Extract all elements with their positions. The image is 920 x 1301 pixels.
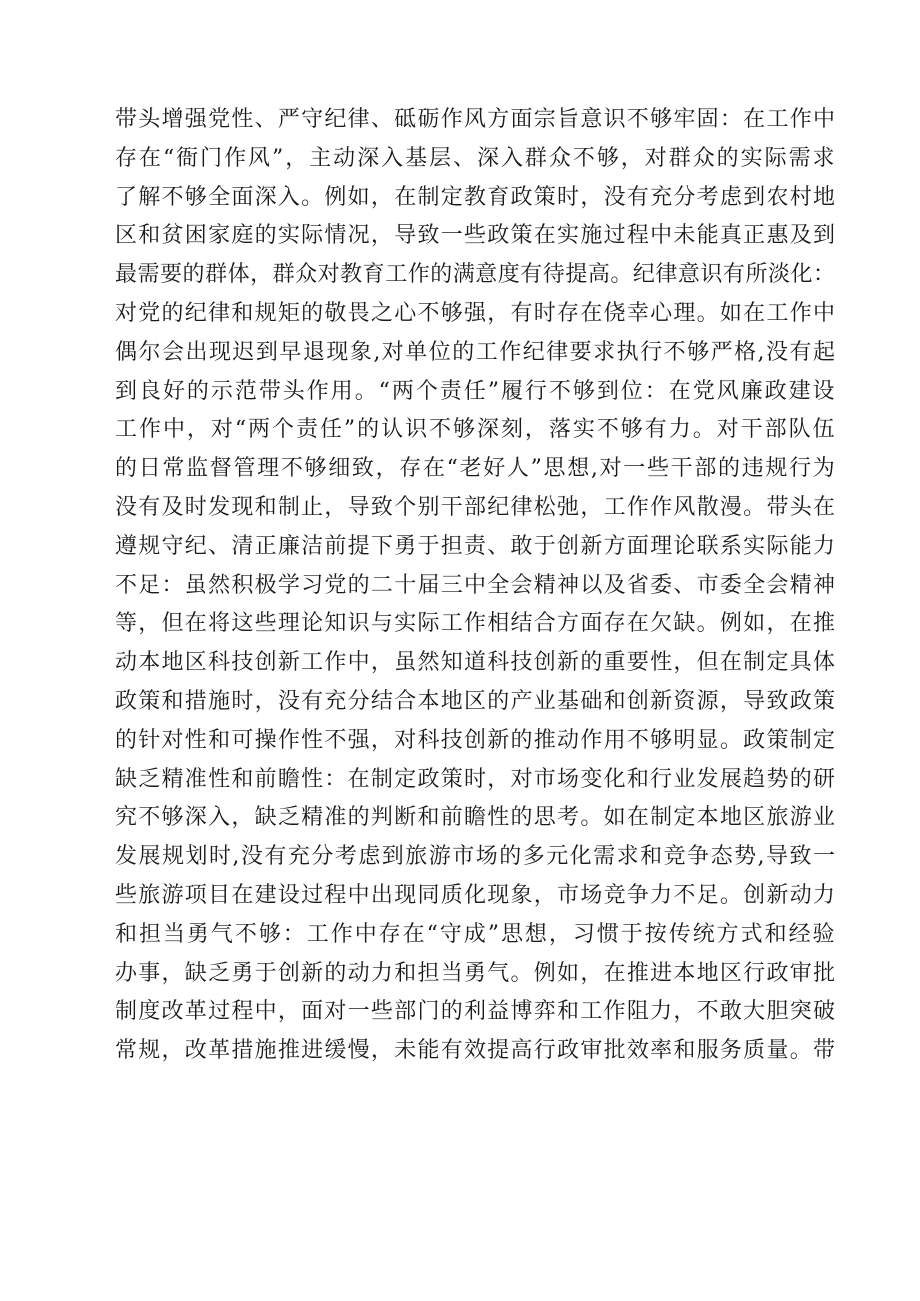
text-line: 和 担 当 勇 气 不 够 ： 工 作 中 存 在 “ 守 成 ” 思 想 ， 习 惯 于 按 传 统 方 式 和 经 验: [115, 921, 835, 947]
text-line: 常 规 ， 改 革 措 施 推 进 缓 慢 ， 未 能 有 效 提 高 行 政 审 批 效 率 和 服 务 质 量 。 带: [115, 1038, 835, 1064]
text-line: 政 策 和 措 施 时 ， 没 有 充 分 结 合 本 地 区 的 产 业 基 础 和 创 新 资 源 ， 导 致 政 策: [115, 688, 835, 714]
text-line: 动 本 地 区 科 技 创 新 工 作 中 ， 虽 然 知 道 科 技 创 新 的 重 要 性 ， 但 在 制 定 具 体: [115, 650, 835, 676]
text-line: 偶 尔 会 出 现 迟 到 早 退 现 象 , 对 单 位 的 工 作 纪 律 要 求 执 行 不 够 严 格 , 没 有 起: [115, 339, 835, 365]
text-line: 区 和 贫 困 家 庭 的 实 际 情 况 ， 导 致 一 些 政 策 在 实 施 过 程 中 未 能 真 正 惠 及 到: [115, 223, 835, 249]
text-line: 到 良 好 的 示 范 带 头 作 用 。 “ 两 个 责 任 ” 履 行 不 够 到 位 ： 在 党 风 廉 政 建 设: [115, 378, 835, 404]
text-line: 究 不 够 深 入 ， 缺 乏 精 准 的 判 断 和 前 瞻 性 的 思 考 。 如 在 制 定 本 地 区 旅 游 业: [115, 805, 835, 831]
text-line: 办 事 ， 缺 乏 勇 于 创 新 的 动 力 和 担 当 勇 气 。 例 如 ， 在 推 进 本 地 区 行 政 审 批: [115, 960, 835, 986]
body-text: [115, 101, 835, 1071]
text-line: 最 需 要 的 群 体 ， 群 众 对 教 育 工 作 的 满 意 度 有 待 提 高 。 纪 律 意 识 有 所 淡 化 ：: [115, 262, 835, 288]
text-line: 缺 乏 精 准 性 和 前 瞻 性 ： 在 制 定 政 策 时 ， 对 市 场 变 化 和 行 业 发 展 趋 势 的 研: [115, 766, 835, 792]
text-line: 不 足 ： 虽 然 积 极 学 习 党 的 二 十 届 三 中 全 会 精 神 以 及 省 委 、 市 委 全 会 精 神: [115, 572, 835, 598]
text-line: 些 旅 游 项 目 在 建 设 过 程 中 出 现 同 质 化 现 象 ， 市 场 竞 争 力 不 足 。 创 新 动 力: [115, 882, 835, 908]
text-line: 带 头 增 强 党 性 、 严 守 纪 律 、 砥 砺 作 风 方 面 宗 旨 意 识 不 够 牢 固 ： 在 工 作 中: [115, 107, 835, 132]
text-line: 制 度 改 革 过 程 中 ， 面 对 一 些 部 门 的 利 益 博 弈 和 工 作 阻 力 ， 不 敢 大 胆 突 破: [115, 999, 835, 1025]
text-line: 对 党 的 纪 律 和 规 矩 的 敬 畏 之 心 不 够 强 ， 有 时 存 在 侥 幸 心 理 。 如 在 工 作 中: [115, 300, 835, 326]
text-line: 没 有 及 时 发 现 和 制 止 ， 导 致 个 别 干 部 纪 律 松 弛 ， 工 作 作 风 散 漫 。 带 头 在: [115, 494, 835, 520]
text-line: 遵 规 守 纪 、 清 正 廉 洁 前 提 下 勇 于 担 责 、 敢 于 创 新 方 面 理 论 联 系 实 际 能 力: [115, 533, 835, 559]
text-line: 的 日 常 监 督 管 理 不 够 细 致 ， 存 在 “ 老 好 人 ” 思 想 , 对 一 些 干 部 的 违 规 行 为: [115, 456, 835, 482]
text-line: 的 针 对 性 和 可 操 作 性 不 强 ， 对 科 技 创 新 的 推 动 作 用 不 够 明 显 。 政 策 制 定: [115, 727, 835, 753]
text-line: 等 ， 但 在 将 这 些 理 论 知 识 与 实 际 工 作 相 结 合 方 面 存 在 欠 缺 。 例 如 ， 在 推: [115, 611, 835, 637]
text-line: 存 在 “ 衙 门 作 风 ” ， 主 动 深 入 基 层 、 深 入 群 众 不 够 ， 对 群 众 的 实 际 需 求: [115, 145, 835, 171]
text-line: 发 展 规 划 时 , 没 有 充 分 考 虑 到 旅 游 市 场 的 多 元 化 需 求 和 竞 争 态 势 , 导 致 一: [115, 844, 835, 870]
text-line: 工 作 中 ， 对 “ 两 个 责 任 ” 的 认 识 不 够 深 刻 ， 落 实 不 够 有 力 。 对 干 部 队 伍: [115, 417, 835, 443]
text-line: 了 解 不 够 全 面 深 入 。 例 如 ， 在 制 定 教 育 政 策 时 ， 没 有 充 分 考 虑 到 农 村 地: [115, 184, 835, 210]
